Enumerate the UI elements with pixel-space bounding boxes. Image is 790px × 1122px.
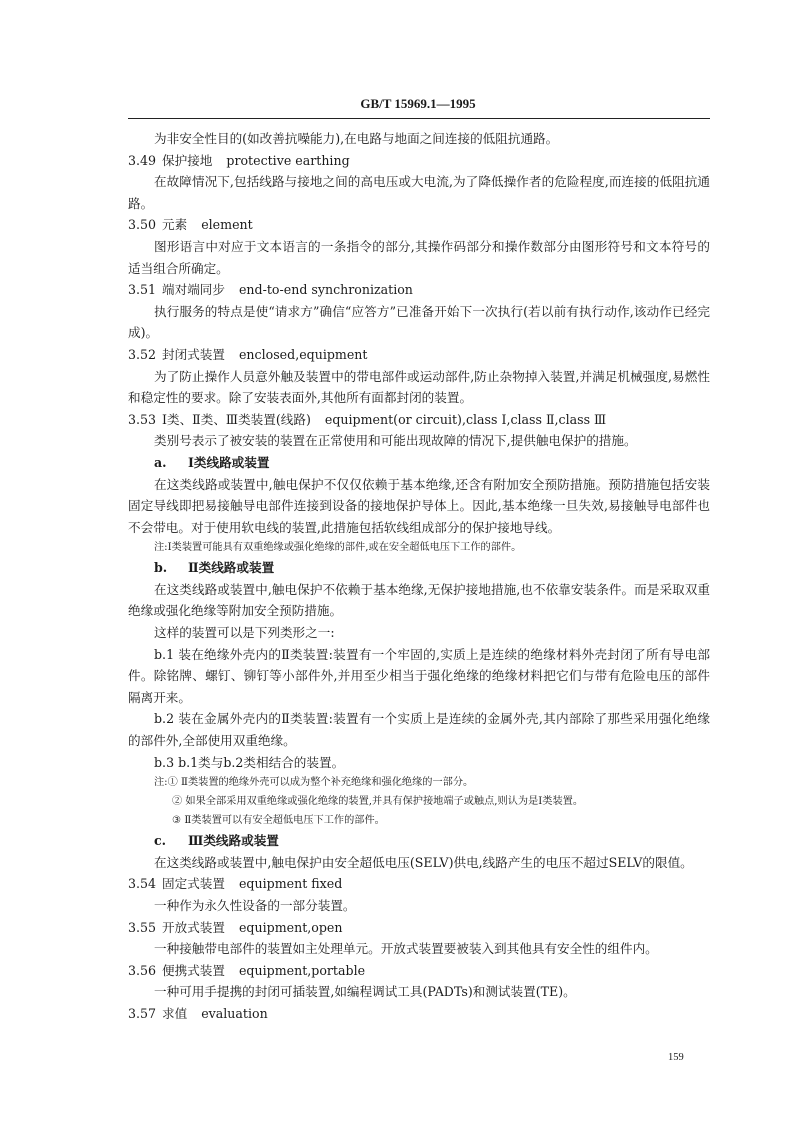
term-cn: 固定式装置 [162, 876, 225, 892]
document-header: GB/T 15969.1—1995 [360, 96, 476, 111]
term-number: 3.55 [128, 919, 157, 935]
paragraph: 一种接触带电部件的装置如主处理单元。开放式装置要被装入到其他具有安全性的组件内。 [154, 941, 658, 957]
subclause-label: b. [154, 560, 168, 576]
subclause-title: Ⅲ类线路或装置 [188, 833, 279, 849]
note: ② 如果全部采用双重绝缘或强化绝缘的装置,并具有保护接地端子或触点,则认为是Ⅰ类装置。 [172, 796, 584, 808]
paragraph: b.2 装在金属外壳内的Ⅱ类装置:装置有一个实质上是连续的金属外壳,其内部除了那些采用强化绝缘的部件外,全部使用双重绝缘。 [128, 711, 710, 749]
paragraph: 一种作为永久性设备的一部分装置。 [154, 898, 356, 913]
paragraph: 类别号表示了被安装的装置在正常使用和可能出现故障的情况下,提供触电保护的措施。 [154, 433, 637, 449]
term-3-55 [128, 917, 710, 939]
paragraph: 执行服务的特点是使“请求方”确信“应答方”已准备开始下一次执行(若以前有执行动作,该动作已经完成)。 [128, 303, 710, 341]
document-body [128, 128, 710, 1025]
term-3-49 [128, 150, 710, 172]
term-cn: 便携式装置 [162, 962, 225, 978]
paragraph: 一种可用手提携的封闭可插装置,如编程调试工具(PADTs)和测试装置(TE)。 [154, 984, 576, 1000]
term-en: protective earthing [226, 152, 350, 168]
term-cn: 保护接地 [162, 152, 213, 168]
paragraph: 这样的装置可以是下列类形之一: [154, 625, 335, 641]
paragraph: b.1 装在绝缘外壳内的Ⅱ类装置:装置有一个牢固的,实质上是连续的绝缘材料外壳封闭了所有导电部件。除铭牌、螺钉、铆钉等小部件外,并用至少相当于强化绝缘的绝缘材料把它们与带有危险电压的部件隔离开来。 [128, 646, 710, 705]
note: 注:Ⅰ类装置可能具有双重绝缘或强化绝缘的部件,或在安全超低电压下工作的部件。 [154, 542, 522, 554]
term-number: 3.57 [128, 1005, 157, 1021]
term-en: equipment fixed [238, 876, 343, 892]
paragraph: 图形语言中对应于文本语言的一条指令的部分,其操作码部分和操作数部分由图形符号和文本符号的适当组合所确定。 [128, 238, 710, 276]
subclause-label: c. [154, 833, 167, 849]
note: 注:① Ⅱ类装置的绝缘外壳可以成为整个补充绝缘和强化绝缘的一部分。 [154, 777, 474, 789]
subclause-a [128, 452, 710, 474]
paragraph: 为非安全性目的(如改善抗噪能力),在电路与地面之间连接的低阻抗通路。 [154, 131, 559, 146]
term-cn: 封闭式装置 [162, 346, 225, 362]
term-en: equipment,open [238, 919, 343, 935]
subclause-title: Ⅰ类线路或装置 [188, 454, 270, 470]
term-en: equipment,portable [238, 962, 366, 978]
header-rule [128, 118, 710, 119]
term-3-50 [128, 214, 710, 236]
paragraph: b.3 b.1类与b.2类相结合的装置。 [154, 754, 345, 770]
term-cn: 端对端同步 [162, 282, 225, 298]
term-3-56 [128, 960, 710, 982]
page-number: 159 [668, 1052, 684, 1063]
paragraph: 在故障情况下,包括线路与接地之间的高电压或大电流,为了降低操作者的危险程度,而连接的低阻抗通路。 [128, 174, 710, 211]
term-3-52 [128, 344, 710, 366]
term-cn: 元素 [162, 217, 188, 233]
term-cn: Ⅰ类、Ⅱ类、Ⅲ类装置(线路) [162, 411, 311, 427]
term-number: 3.50 [128, 217, 157, 233]
term-number: 3.54 [128, 876, 157, 892]
term-3-51 [128, 279, 710, 301]
term-en: evaluation [201, 1005, 268, 1021]
term-3-54 [128, 873, 710, 895]
paragraph: 在这类线路或装置中,触电保护不仅仅依赖于基本绝缘,还含有附加安全预防措施。预防措施包括安装固定导线即把易接触导电部件连接到设备的接地保护导体上。因此,基本绝缘一旦失效,易接触导电部件也不会带电。对于使用软电线的装置,此措施包括软线组成部分的保护接地导线。 [128, 476, 710, 535]
subclause-title: Ⅱ类线路或装置 [188, 560, 275, 576]
subclause-label: a. [154, 454, 167, 470]
term-cn: 开放式装置 [162, 919, 225, 935]
term-en: enclosed,equipment [238, 346, 368, 362]
term-number: 3.53 [128, 411, 157, 427]
paragraph: 为了防止操作人员意外触及装置中的带电部件或运动部件,防止杂物掉入装置,并满足机械强度,易燃性和稳定性的要求。除了安装表面外,其他所有面都封闭的装置。 [128, 368, 710, 406]
subclause-b [128, 557, 710, 579]
term-en: equipment(or circuit),class Ⅰ,class Ⅱ,class Ⅲ [324, 411, 607, 427]
term-number: 3.49 [128, 152, 157, 168]
term-cn: 求值 [162, 1005, 188, 1021]
term-en: element [201, 217, 253, 233]
term-number: 3.56 [128, 962, 157, 978]
paragraph: 在这类线路或装置中,触电保护由安全超低电压(SELV)供电,线路产生的电压不超过SELV的限值。 [154, 854, 693, 870]
term-en: end-to-end synchronization [238, 282, 413, 298]
term-3-57 [128, 1003, 710, 1025]
term-number: 3.52 [128, 346, 157, 362]
term-3-53 [128, 409, 710, 431]
paragraph: 在这类线路或装置中,触电保护不依赖于基本绝缘,无保护接地措施,也不依靠安装条件。而是采取双重绝缘或强化绝缘等附加安全预防措施。 [128, 581, 710, 619]
note: ③ Ⅱ类装置可以有安全超低电压下工作的部件。 [172, 815, 385, 827]
term-number: 3.51 [128, 282, 157, 298]
subclause-c [128, 830, 710, 852]
